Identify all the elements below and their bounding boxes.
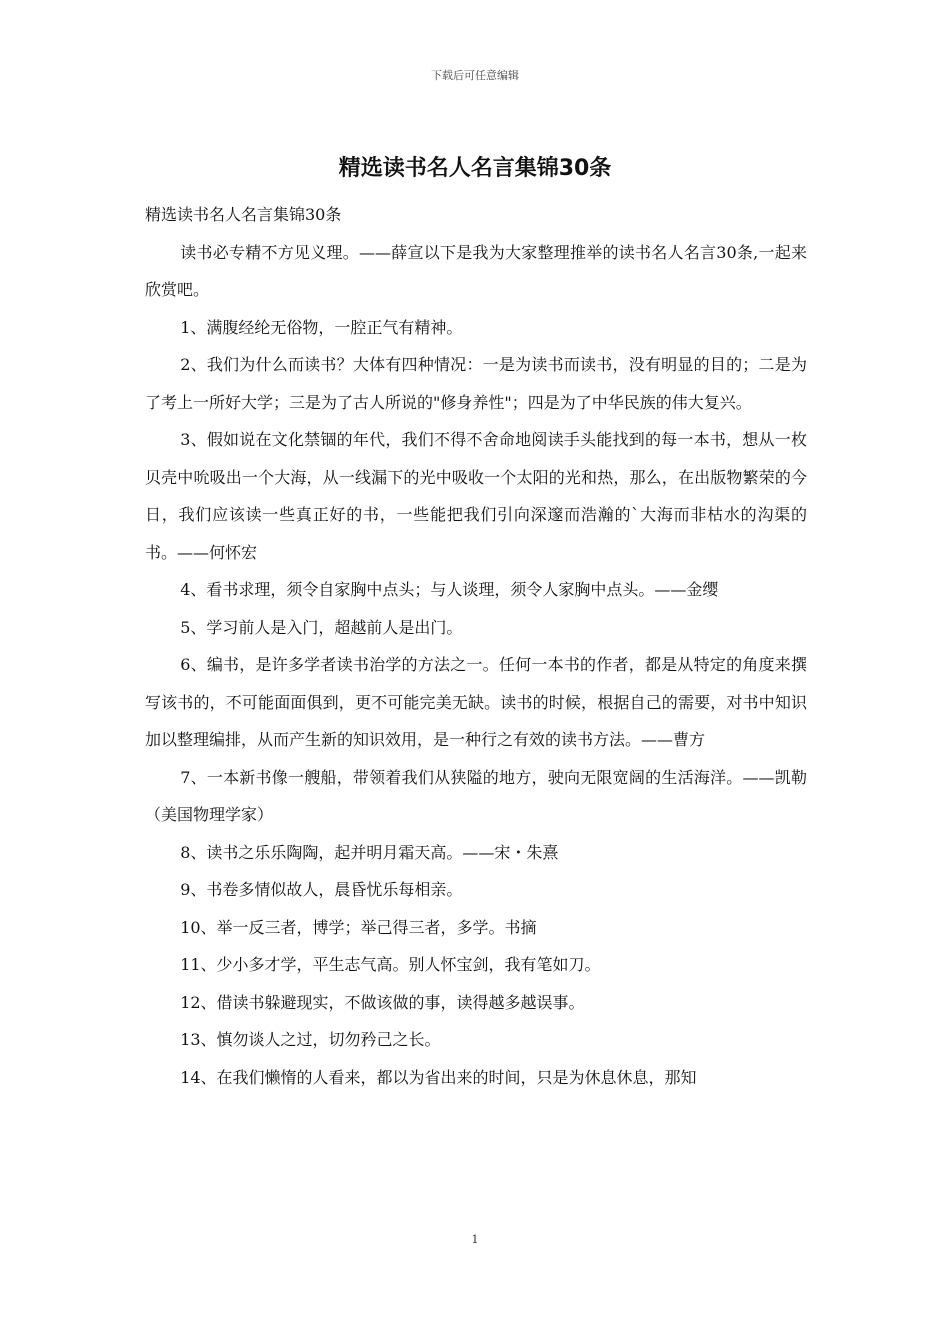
quote-2: 2、我们为什么而读书？大体有四种情况：一是为读书而读书，没有明显的目的；二是为了考上一所好大学；三是为了古人所说的"修身养性"；四是为了中华民族的伟大复兴。 [145, 355, 807, 412]
quote-10: 10、举一反三者，博学；举己得三者，多学。书摘 [180, 917, 537, 937]
quote-5: 5、学习前人是入门，超越前人是出门。 [180, 617, 463, 637]
page-header: 下载后可任意编辑 [431, 69, 519, 82]
quote-11: 11、少小多才学，平生志气高。别人怀宝剑，我有笔如刀。 [180, 955, 601, 974]
quote-9: 9、书卷多情似故人，晨昏忧乐每相亲。 [180, 880, 463, 899]
quote-4: 4、看书求理，须令自家胸中点头；与人谈理，须令人家胸中点头。——金缨 [180, 580, 719, 599]
quote-7: 7、一本新书像一艘船，带领着我们从狭隘的地方，驶向无限宽阔的生活海洋。——凯勒（美国物理学家） [145, 767, 807, 824]
quote-8: 8、读书之乐乐陶陶，起并明月霜天高。——宋・朱熹 [180, 842, 559, 862]
document-title: 精选读书名人名言集锦30条 [338, 156, 612, 181]
page-number: 1 [471, 1233, 479, 1246]
quote-12: 12、借读书躲避现实，不做该做的事，读得越多越误事。 [180, 992, 585, 1012]
document-body [145, 196, 807, 1096]
subtitle-line: 精选读书名人名言集锦30条 [145, 205, 342, 224]
paragraph-intro: 读书必专精不方见义理。——薛宣以下是我为大家整理推举的读书名人名言30条,一起来欣赏吧。 [145, 242, 807, 299]
quote-14: 14、在我们懒惰的人看来，都以为省出来的时间，只是为休息休息，那知 [180, 1067, 697, 1087]
quote-3: 3、假如说在文化禁锢的年代，我们不得不舍命地阅读手头能找到的每一本书，想从一枚贝壳中吮吸出一个大海，从一线漏下的光中吸收一个太阳的光和热，那么，在出版物繁荣的今日，我们应该读一些真正好的书，一些能把我们引向深邃而浩瀚的`大海而非枯水的沟渠的书。——何怀宏 [145, 430, 807, 562]
quote-6: 6、编书，是许多学者读书治学的方法之一。任何一本书的作者，都是从特定的角度来撰写该书的，不可能面面俱到，更不可能完美无缺。读书的时候，根据自己的需要，对书中知识加以整理编排，从而产生新的知识效用，是一种行之有效的读书方法。——曹方 [145, 655, 807, 749]
quote-13: 13、慎勿谈人之过，切勿矜己之长。 [180, 1030, 441, 1049]
quote-1: 1、满腹经纶无俗物，一腔正气有精神。 [180, 317, 463, 337]
